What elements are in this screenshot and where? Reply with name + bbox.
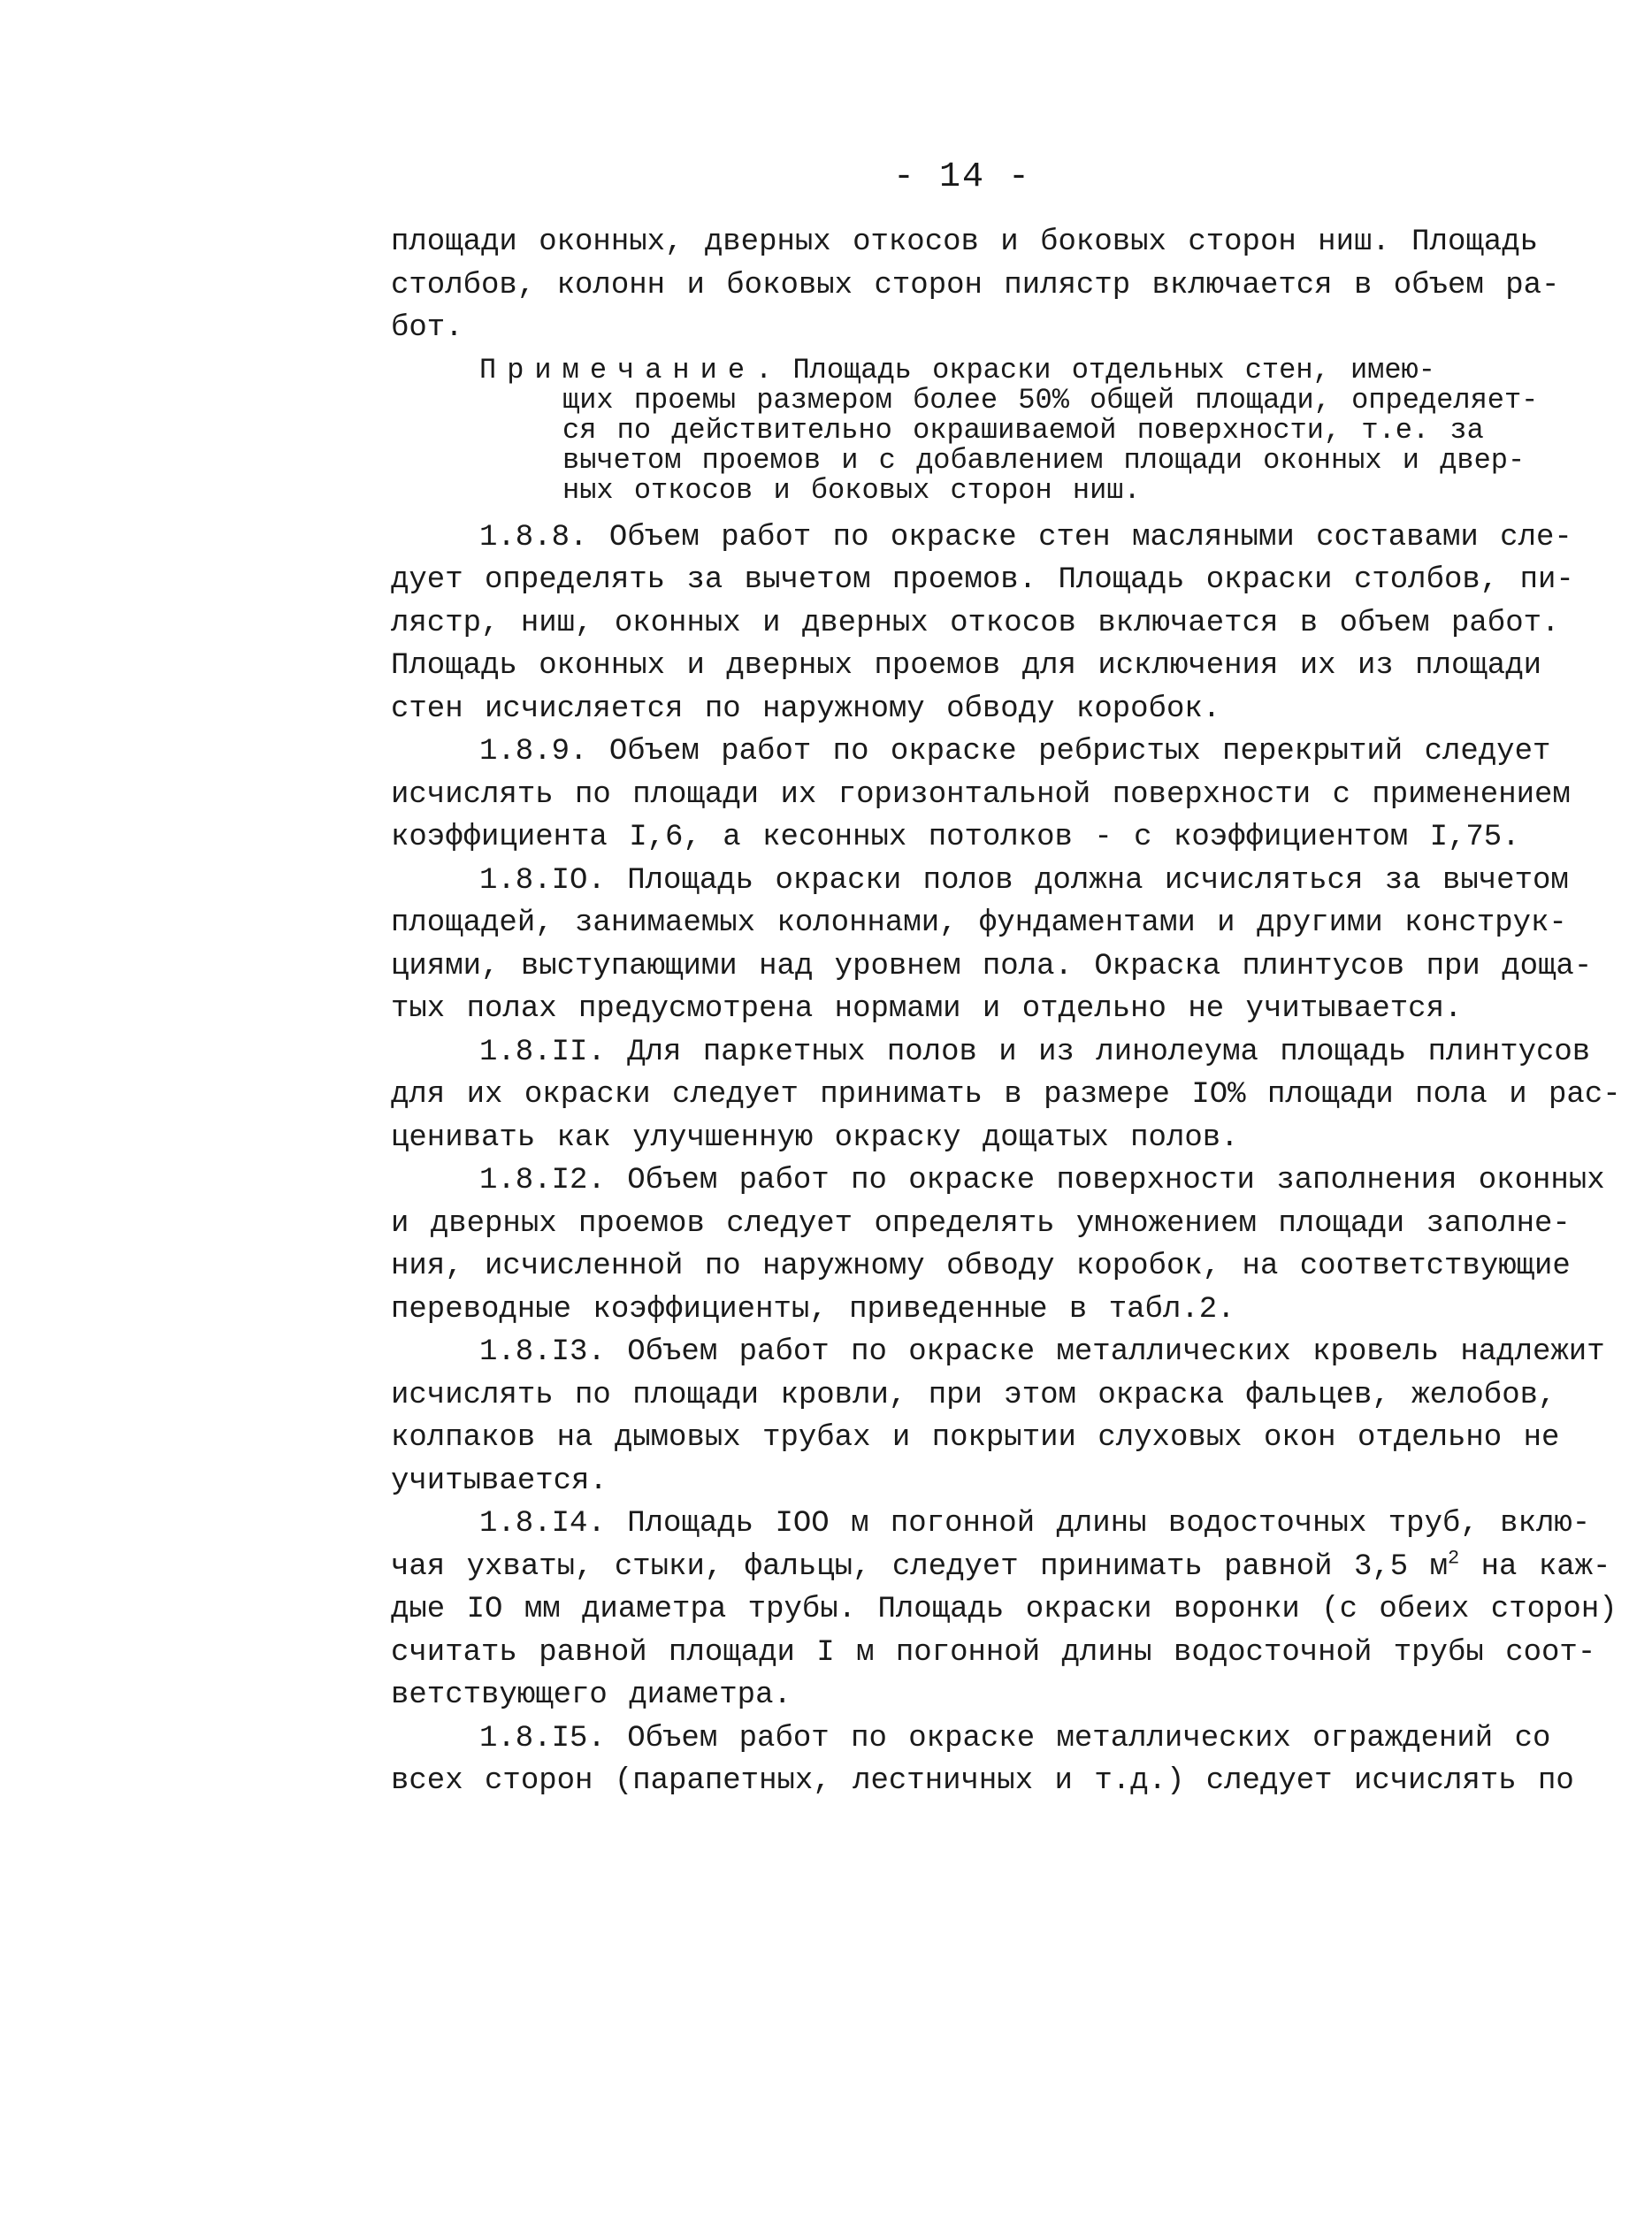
text-line: переводные коэффициенты, приведенные в табл.2.	[391, 1292, 1235, 1327]
text-line: 1.8.I4. Площадь IOO м погонной длины водосточных труб, вклю-	[479, 1507, 1591, 1541]
text-line	[391, 1546, 1611, 1589]
text-line: для их окраски следует принимать в размере IO% площади пола и рас-	[391, 1078, 1621, 1112]
paragraph-1-8-10	[391, 860, 1593, 1031]
text-line: площади оконных, дверных откосов и боковых сторон ниш. Площадь	[391, 226, 1539, 259]
text-line: 1.8.9. Объем работ по окраске ребристых перекрытий следует	[479, 735, 1551, 769]
text-line: 1.8.IO. Площадь окраски полов должна исчисляться за вычетом	[479, 863, 1569, 898]
document-body	[391, 221, 1621, 1803]
superscript: 2	[1448, 1547, 1460, 1570]
note-line: щих проемы размером более 50% общей площади, определяет-	[562, 383, 1539, 417]
paragraph-1-8-9	[391, 730, 1571, 860]
paragraph-1-8-15	[391, 1717, 1574, 1803]
paragraph-1-8-12	[391, 1159, 1605, 1331]
text-line: исчислять по площади их горизонтальной поверхности с применением	[391, 777, 1571, 812]
text-segment: на каж-	[1459, 1549, 1611, 1584]
text-line: 1.8.I3. Объем работ по окраске металлических кровель надлежит	[479, 1335, 1605, 1369]
paragraph-1-8-13	[391, 1331, 1605, 1503]
note-line: вычетом проемов и с добавлением площади оконных и двер-	[562, 443, 1526, 477]
paragraph-1-8-8	[391, 516, 1574, 731]
page-number: - 14 -	[893, 157, 1032, 197]
paragraph-1-8-14	[391, 1503, 1618, 1717]
text-line: дует определять за вычетом проемов. Площадь окраски столбов, пи-	[391, 563, 1574, 597]
text-line: ния, исчисленной по наружному обводу коробок, на соответствующие	[391, 1250, 1571, 1283]
note-line: ся по действительно окрашиваемой поверхности, т.е. за	[562, 413, 1484, 447]
text-line: Площадь оконных и дверных проемов для исключения их из площади	[391, 649, 1542, 683]
text-line: всех сторон (парапетных, лестничных и т.д.) следует исчислять по	[391, 1764, 1574, 1798]
text-line: 1.8.I2. Объем работ по окраске поверхности заполнения оконных	[479, 1164, 1605, 1197]
text-line: лястр, ниш, оконных и дверных откосов включается в объем работ.	[391, 606, 1560, 640]
text-line: площадей, занимаемых колоннами, фундаментами и другими конструк-	[391, 906, 1567, 940]
text-line: циями, выступающими над уровнем пола. Окраска плинтусов при доща-	[391, 949, 1593, 983]
paragraph-continuation	[391, 221, 1567, 350]
note-text: . Площадь окраски отдельных стен, имею-	[755, 353, 1435, 386]
text-line: исчислять по площади кровли, при этом окраска фальцев, желобов,	[391, 1378, 1556, 1412]
text-line: и дверных проемов следует определять умножением площади заполне-	[391, 1206, 1571, 1241]
note-line: ных откосов и боковых сторон ниш.	[562, 473, 1141, 507]
text-line: ветствующего диаметра.	[391, 1679, 792, 1712]
text-line: ценивать как улучшенную окраску дощатых полов.	[391, 1120, 1239, 1155]
text-line: коэффициента I,6, а кесонных потолков - с коэффициентом I,75.	[391, 821, 1520, 854]
note-block	[391, 353, 1567, 507]
text-line: 1.8.I5. Объем работ по окраске металлических ограждений со	[479, 1721, 1551, 1755]
text-line: бот.	[391, 311, 463, 345]
text-segment: чая ухваты, стыки, фальцы, следует принимать равной 3,5 м	[391, 1549, 1448, 1584]
text-line: считать равной площади I м погонной длины водосточной трубы соот-	[391, 1635, 1596, 1670]
paragraph-1-8-11	[391, 1031, 1621, 1160]
note-label: Примечание	[479, 353, 756, 386]
text-line: 1.8.8. Объем работ по окраске стен масляными составами сле-	[479, 520, 1572, 554]
text-line: 1.8.II. Для паркетных полов и из линолеума площадь плинтусов	[479, 1035, 1591, 1069]
text-line: учитывается.	[391, 1464, 608, 1498]
text-line: тых полах предусмотрена нормами и отдельно не учитывается.	[391, 992, 1463, 1026]
text-line: стен исчисляется по наружному обводу коробок.	[391, 692, 1221, 726]
note-first-line	[479, 353, 1567, 386]
text-line: колпаков на дымовых трубах и покрытии слуховых окон отдельно не	[391, 1421, 1560, 1455]
text-line: столбов, колонн и боковых сторон пилястр включается в объем ра-	[391, 268, 1560, 302]
text-line: дые IO мм диаметра трубы. Площадь окраски воронки (с обеих сторон)	[391, 1593, 1618, 1626]
